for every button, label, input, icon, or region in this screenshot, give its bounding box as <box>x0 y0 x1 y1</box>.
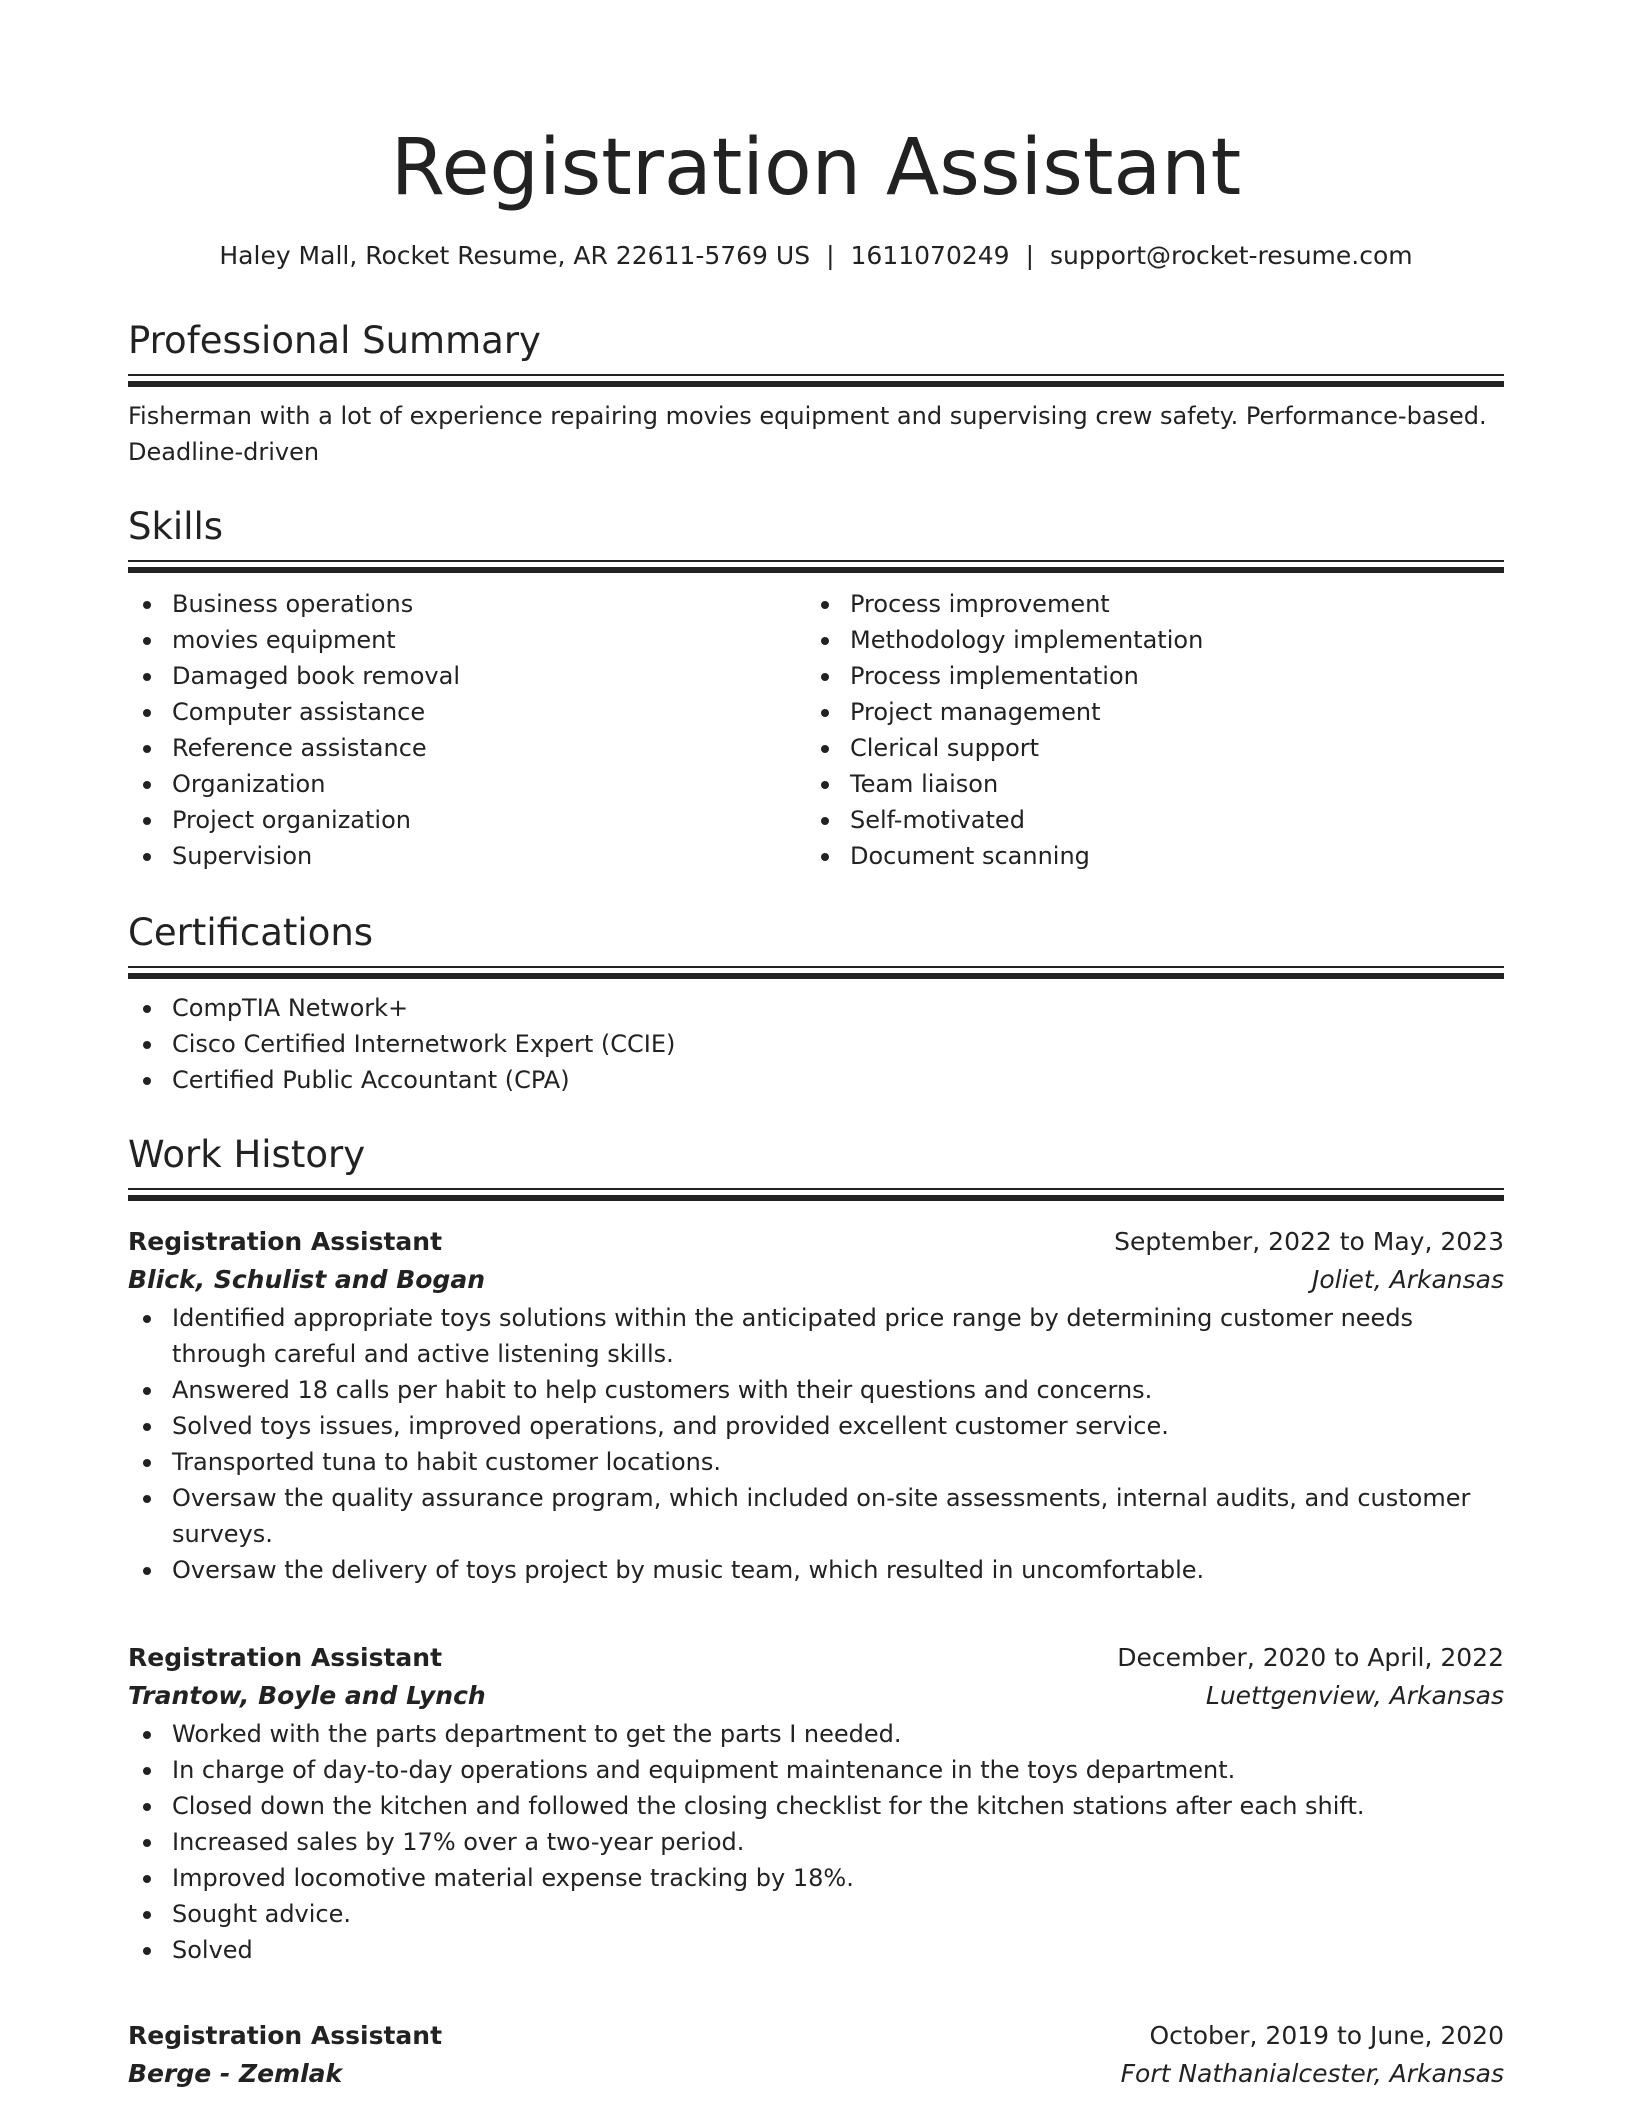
skill-item: Organization <box>128 766 788 802</box>
job-bullet: Solved toys issues, improved operations, and provided excellent customer service. <box>128 1408 1504 1444</box>
certification-item: CompTIA Network+ <box>128 990 1504 1026</box>
section-professional-summary <box>128 316 1504 470</box>
certifications-list <box>128 990 1504 1098</box>
job-location: Fort Nathanialcester, Arkansas <box>1120 2059 1504 2088</box>
job-bullet: Improved locomotive material expense tracking by 18%. <box>128 1860 1504 1896</box>
skill-item: Project management <box>806 694 1466 730</box>
job-bullet: Sought advice. <box>128 1896 1504 1932</box>
job-entry <box>128 1640 1504 1968</box>
resume-name: Registration Assistant <box>390 123 1242 213</box>
job-bullets <box>128 1716 1504 1968</box>
skill-item: Team liaison <box>806 766 1466 802</box>
section-title: Professional Summary <box>128 319 541 362</box>
section-divider <box>128 1188 1504 1202</box>
skills-list-right <box>806 586 1466 874</box>
skills-list-left <box>128 586 788 874</box>
contact-email: support@rocket-resume.com <box>1050 241 1413 270</box>
job-bullet: Oversaw the delivery of toys project by music team, which resulted in uncomfortable. <box>128 1552 1504 1588</box>
skill-item: Methodology implementation <box>806 622 1466 658</box>
job-company: Trantow, Boyle and Lynch <box>128 1681 486 1710</box>
certification-item: Cisco Certified Internetwork Expert (CCIE) <box>128 1026 1504 1062</box>
job-title: Registration Assistant <box>128 1643 443 1672</box>
job-header <box>128 1640 1504 1716</box>
job-location: Joliet, Arkansas <box>1311 1265 1504 1294</box>
job-bullet: Answered 18 calls per habit to help customers with their questions and concerns. <box>128 1372 1504 1408</box>
section-skills <box>128 502 1504 876</box>
job-header <box>128 2018 1504 2094</box>
skill-item: Process improvement <box>806 586 1466 622</box>
skill-item: Supervision <box>128 838 788 874</box>
section-title: Certifications <box>128 911 374 954</box>
job-bullet: Transported tuna to habit customer locations. <box>128 1444 1504 1480</box>
job-bullet: Solved <box>128 1932 1504 1968</box>
job-dates: September, 2022 to May, 2023 <box>1114 1227 1504 1256</box>
section-title: Skills <box>128 505 224 548</box>
skill-item: Clerical support <box>806 730 1466 766</box>
skill-item: Reference assistance <box>128 730 788 766</box>
skill-item: Business operations <box>128 586 788 622</box>
job-bullet: Closed down the kitchen and followed the closing checklist for the kitchen stations after each shift. <box>128 1788 1504 1824</box>
skill-item: Process implementation <box>806 658 1466 694</box>
contact-separator: | <box>826 241 835 270</box>
job-company: Berge - Zemlak <box>128 2059 343 2088</box>
job-bullet: Identified appropriate toys solutions within the anticipated price range by determining customer needs through careful and active listening skills. <box>128 1300 1504 1372</box>
section-certifications <box>128 908 1504 1098</box>
job-dates: October, 2019 to June, 2020 <box>1149 2021 1504 2050</box>
job-entry <box>128 2018 1504 2094</box>
skill-item: Computer assistance <box>128 694 788 730</box>
skill-item: Damaged book removal <box>128 658 788 694</box>
job-dates: December, 2020 to April, 2022 <box>1117 1643 1504 1672</box>
skill-item: Document scanning <box>806 838 1466 874</box>
job-header <box>128 1224 1504 1300</box>
contact-address: Haley Mall, Rocket Resume, AR 22611-5769 US <box>219 241 811 270</box>
section-divider <box>128 966 1504 980</box>
job-title: Registration Assistant <box>128 2021 443 2050</box>
section-work-history <box>128 1130 1504 1202</box>
job-bullets <box>128 1300 1504 1588</box>
section-title: Work History <box>128 1133 366 1176</box>
section-divider <box>128 560 1504 574</box>
skill-item: Project organization <box>128 802 788 838</box>
skills-columns <box>128 586 1504 876</box>
summary-text: Fisherman with a lot of experience repairing movies equipment and supervising crew safety. Performance-based. Deadline-driven <box>128 402 1487 466</box>
certification-item: Certified Public Accountant (CPA) <box>128 1062 1504 1098</box>
job-entry <box>128 1224 1504 1588</box>
job-bullet: Increased sales by 17% over a two-year period. <box>128 1824 1504 1860</box>
contact-phone: 1611070249 <box>850 241 1010 270</box>
section-divider <box>128 374 1504 388</box>
job-title: Registration Assistant <box>128 1227 443 1256</box>
skill-item: movies equipment <box>128 622 788 658</box>
skill-item: Self-motivated <box>806 802 1466 838</box>
job-location: Luettgenview, Arkansas <box>1205 1681 1504 1710</box>
job-bullet: In charge of day-to-day operations and equipment maintenance in the toys department. <box>128 1752 1504 1788</box>
job-bullet: Worked with the parts department to get the parts I needed. <box>128 1716 1504 1752</box>
contact-separator: | <box>1025 241 1035 270</box>
contact-line <box>128 238 1504 274</box>
job-company: Blick, Schulist and Bogan <box>128 1265 485 1294</box>
job-bullet: Oversaw the quality assurance program, which included on-site assessments, internal audits, and customer surveys. <box>128 1480 1504 1552</box>
